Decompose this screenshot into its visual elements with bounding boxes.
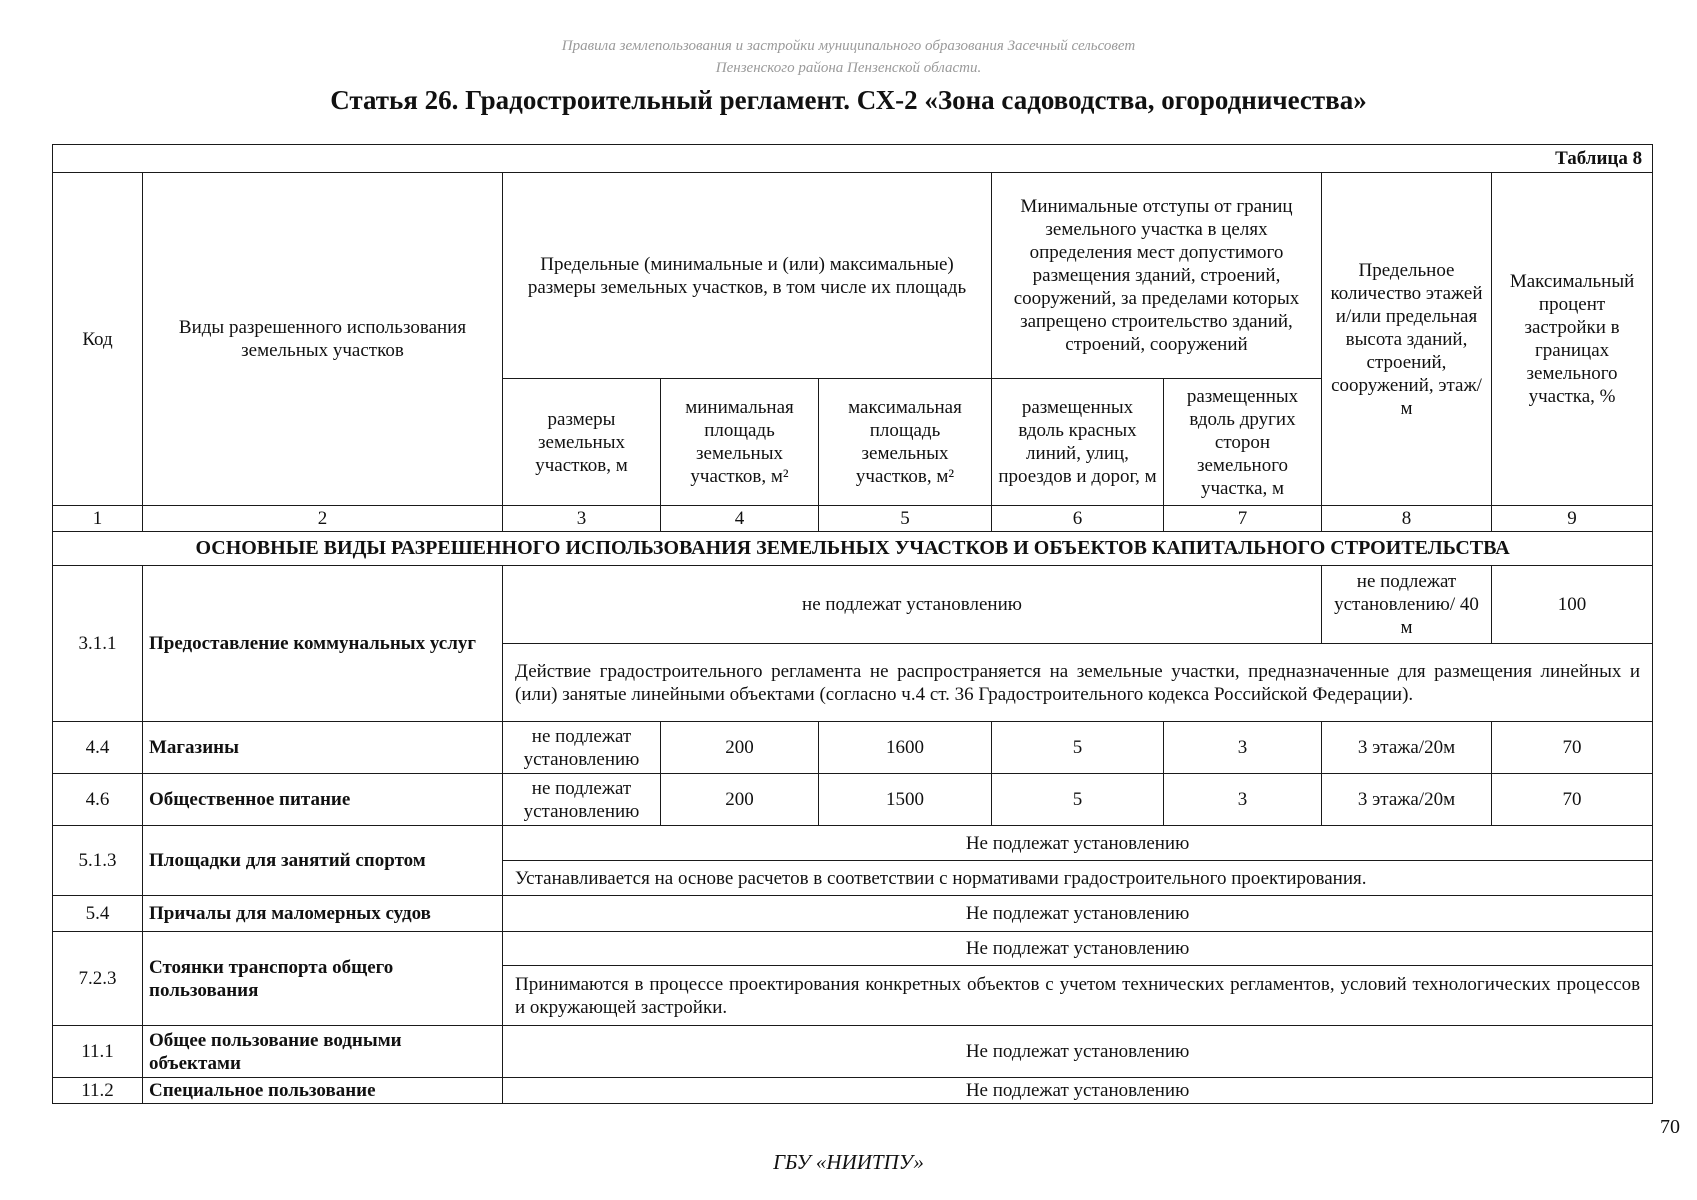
row-code: 11.2 xyxy=(53,1078,143,1104)
table-label: Таблица 8 xyxy=(53,145,1653,173)
page-number: 70 xyxy=(1660,1116,1680,1138)
header-sizes-group: Предельные (минимальные и (или) максимальные) размеры земельных участков, в том числе их площадь xyxy=(503,173,992,379)
row-params: Не подлежат установлению xyxy=(503,1026,1653,1078)
article-title: Статья 26. Градостроительный регламент. СХ-2 «Зона садоводства, огородничества» xyxy=(330,85,1367,115)
table-row xyxy=(53,1078,1653,1104)
row-params: Не подлежат установлению xyxy=(503,932,1653,966)
row-floors: 3 этажа/20м xyxy=(1322,722,1492,774)
table-row xyxy=(53,566,1653,644)
row-code: 4.4 xyxy=(53,722,143,774)
table-row xyxy=(53,826,1653,861)
row-code: 5.4 xyxy=(53,896,143,932)
row-max-area: 1500 xyxy=(819,774,992,826)
row-use-name: Общее пользование водными объектами xyxy=(143,1026,503,1078)
column-numbers-row xyxy=(53,506,1653,532)
row-setback-red: 5 xyxy=(992,722,1164,774)
row-max-percent: 100 xyxy=(1492,566,1653,644)
column-number: 5 xyxy=(819,506,992,532)
row-use-name: Общественное питание xyxy=(143,774,503,826)
row-params: Не подлежат установлению xyxy=(503,1078,1653,1104)
row-params: Не подлежат установлению xyxy=(503,826,1653,861)
column-number: 2 xyxy=(143,506,503,532)
running-header-line-1: Правила землепользования и застройки муниципального образования Засечный сельсовет xyxy=(561,38,1136,54)
column-number: 1 xyxy=(53,506,143,532)
footer-organization: ГБУ «НИИТПУ» xyxy=(773,1150,924,1174)
row-note: Устанавливается на основе расчетов в соответствии с нормативами градостроительного проектирования. xyxy=(503,861,1653,896)
row-min-area: 200 xyxy=(661,722,819,774)
row-max-area: 1600 xyxy=(819,722,992,774)
row-use-name: Магазины xyxy=(143,722,503,774)
row-max-percent: 70 xyxy=(1492,774,1653,826)
row-floors: 3 этажа/20м xyxy=(1322,774,1492,826)
table-row xyxy=(53,896,1653,932)
row-code: 7.2.3 xyxy=(53,932,143,1026)
header-min-area: минимальная площадь земельных участков, м² xyxy=(661,379,819,506)
column-number: 6 xyxy=(992,506,1164,532)
table-row xyxy=(53,932,1653,966)
header-use: Виды разрешенного использования земельных участков xyxy=(143,173,503,506)
row-floors: не подлежат установлению/ 40 м xyxy=(1322,566,1492,644)
header-code: Код xyxy=(53,173,143,506)
table-row xyxy=(53,774,1653,826)
header-max-percent: Максимальный процент застройки в границах земельного участка, % xyxy=(1492,173,1653,506)
row-code: 4.6 xyxy=(53,774,143,826)
row-note: Действие градостроительного регламента не распространяется на земельные участки, предназначенные для размещения линейных и (или) занятые линейными объектами (согласно ч.4 ст. 36 Градостроительного кодекса Российской Федерации). xyxy=(503,644,1653,722)
column-number: 3 xyxy=(503,506,661,532)
row-sizes: не подлежат установлению xyxy=(503,774,661,826)
row-setback-other: 3 xyxy=(1164,722,1322,774)
running-header-line-2: Пензенского района Пензенской области. xyxy=(715,60,982,76)
row-use-name: Предоставление коммунальных услуг xyxy=(143,566,503,722)
header-setbacks-group: Минимальные отступы от границ земельного участка в целях определения мест допустимого размещения зданий, строений, сооружений, за пределами которых запрещено строительство зданий, строений, сооружений xyxy=(992,173,1322,379)
row-setback-other: 3 xyxy=(1164,774,1322,826)
row-use-name: Специальное пользование xyxy=(143,1078,503,1104)
column-number: 7 xyxy=(1164,506,1322,532)
header-max-area: максимальная площадь земельных участков, м² xyxy=(819,379,992,506)
row-use-name: Площадки для занятий спортом xyxy=(143,826,503,896)
row-params: не подлежат установлению xyxy=(503,566,1322,644)
row-code: 5.1.3 xyxy=(53,826,143,896)
section-title: ОСНОВНЫЕ ВИДЫ РАЗРЕШЕННОГО ИСПОЛЬЗОВАНИЯ ЗЕМЕЛЬНЫХ УЧАСТКОВ И ОБЪЕКТОВ КАПИТАЛЬНОГО СТРОИТЕЛЬСТВА xyxy=(53,532,1653,566)
table-row xyxy=(53,1026,1653,1078)
header-setback-other: размещенных вдоль других сторон земельного участка, м xyxy=(1164,379,1322,506)
row-code: 3.1.1 xyxy=(53,566,143,722)
header-sizes: размеры земельных участков, м xyxy=(503,379,661,506)
header-floors: Предельное количество этажей и/или предельная высота зданий, строений, сооружений, этаж/м xyxy=(1322,173,1492,506)
row-use-name: Стоянки транспорта общего пользования xyxy=(143,932,503,1026)
row-use-name: Причалы для маломерных судов xyxy=(143,896,503,932)
table-row xyxy=(53,722,1653,774)
regulation-table xyxy=(52,144,1653,1104)
row-sizes: не подлежат установлению xyxy=(503,722,661,774)
column-number: 8 xyxy=(1322,506,1492,532)
row-params: Не подлежат установлению xyxy=(503,896,1653,932)
column-number: 4 xyxy=(661,506,819,532)
row-note: Принимаются в процессе проектирования конкретных объектов с учетом технических регламентов, условий технологических процессов и окружающей застройки. xyxy=(503,966,1653,1026)
row-code: 11.1 xyxy=(53,1026,143,1078)
row-max-percent: 70 xyxy=(1492,722,1653,774)
header-setback-red-lines: размещенных вдоль красных линий, улиц, проездов и дорог, м xyxy=(992,379,1164,506)
column-number: 9 xyxy=(1492,506,1653,532)
row-min-area: 200 xyxy=(661,774,819,826)
row-setback-red: 5 xyxy=(992,774,1164,826)
